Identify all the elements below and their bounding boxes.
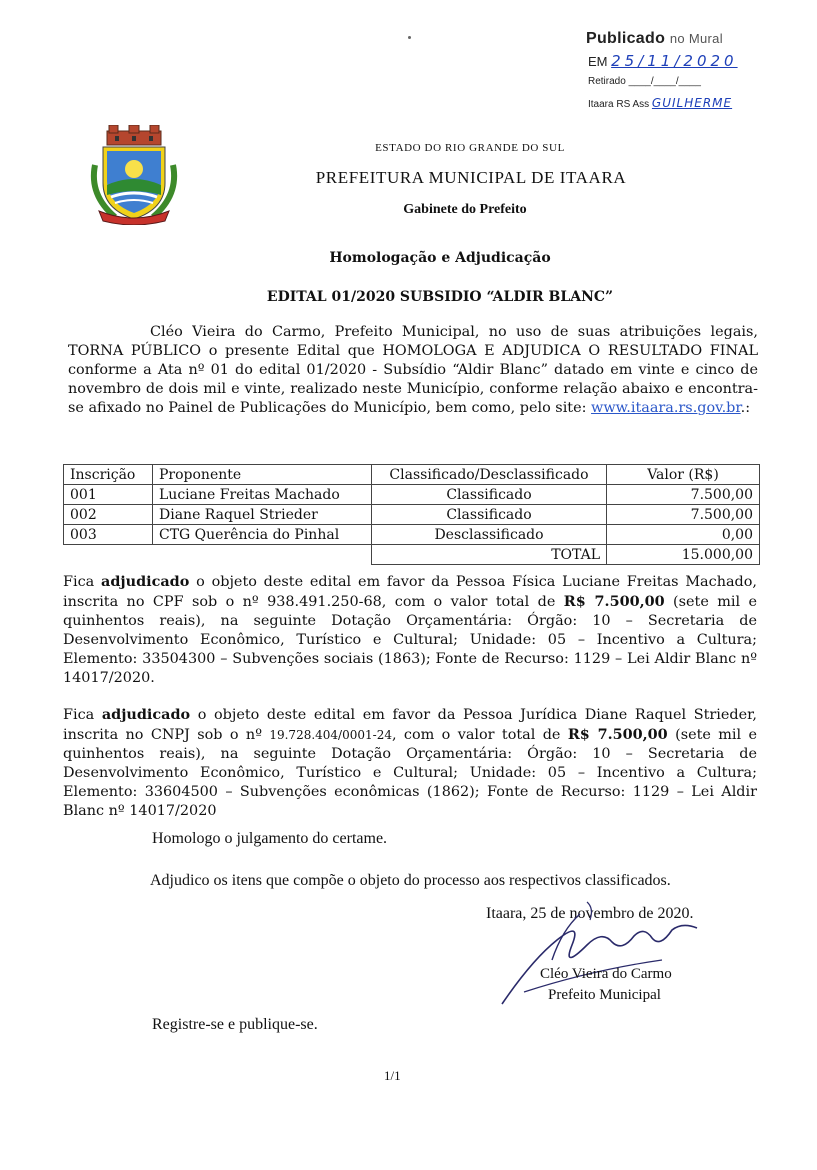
stamp-retirado-line	[588, 76, 701, 87]
p2-text-d: , com o valor total de	[391, 727, 568, 743]
cell-inscricao: 003	[64, 525, 153, 545]
p1-text-e: (sete mil e quinhentos reais), na seguinte Dotação Orçamentária: Órgão: 10 – Secretaria de Desenvolvimento Econômico, Turístico e Cultural; Unidade: 05 – Incentivo a Cultura; Elemento: 33504300 – Subvenções sociais (1863); Fonte de Recurso: 1129 – Lei Aldir Blanc nº 14017/2020.	[63, 594, 758, 686]
p2-text-c: o objeto deste edital em favor da Pessoa Jurídica Diane Raquel Strieder, inscrita no CNPJ sob o nº	[63, 707, 757, 743]
p2-value: R$ 7.500,00	[567, 726, 668, 743]
cell-classificacao: Desclassificado	[372, 525, 607, 545]
intro-text: Cléo Vieira do Carmo, Prefeito Municipal, no uso de suas atribuições legais, TORNA PÚBLICO o presente Edital que HOMOLOGA E ADJUDICA O RESULTADO FINAL conforme a Ata nº 01 do edital 01/2020 - Subsídio “Aldir Blanc” datado em vinte e cinco de novembro de dois mil e vinte, realizado neste Município, conforme relação abaixo e encontra-se afixado no Painel de Publicações do Município, bem como, pelo site:	[68, 324, 758, 416]
stamp-title	[586, 30, 723, 48]
cell-proponente: Diane Raquel Strieder	[153, 505, 372, 525]
p2-adjudicado: adjudicado	[101, 706, 191, 723]
edital-title: EDITAL 01/2020 SUBSIDIO “ALDIR BLANC”	[266, 289, 614, 305]
col-header-inscricao: Inscrição	[64, 465, 153, 485]
prefeitura-name: PREFEITURA MUNICIPAL DE ITAARA	[315, 168, 627, 187]
cell-valor: 7.500,00	[607, 505, 760, 525]
stamp-ass-label: Itaara RS Ass	[588, 99, 650, 110]
office-name: Gabinete do Prefeito	[403, 202, 527, 217]
p1-value: R$ 7.500,00	[563, 593, 665, 610]
cell-inscricao: 002	[64, 505, 153, 525]
cell-valor: 7.500,00	[607, 485, 760, 505]
table-row	[64, 485, 760, 505]
cell-proponente: CTG Querência do Pinhal	[153, 525, 372, 545]
publication-stamp	[578, 30, 778, 125]
intro-after-link: .:	[740, 400, 751, 416]
table-total-row	[64, 545, 760, 565]
stamp-title-bold: Publicado	[586, 30, 666, 47]
scan-speck	[408, 36, 411, 39]
intro-paragraph	[68, 323, 758, 418]
table-row	[64, 505, 760, 525]
total-spacer	[64, 545, 372, 565]
municipal-crest-icon	[85, 125, 183, 225]
stamp-retirado-blank: ____/____/____	[628, 76, 701, 87]
stamp-date-handwritten: 25/11/2020	[611, 52, 738, 70]
p2-text-f: (sete mil e quinhentos reais), na seguinte Dotação Orçamentária: Órgão: 10 – Secretaria de Desenvolvimento Econômico, Turístico e Cultural; Unidade: 05 – Incentivo a Cultura; Elemento: 33604500 – Subvenções econômicas (1862); Fonte de Recurso: 1129 – Lei Aldir Blanc nº 14017/2020	[63, 727, 757, 819]
registre-statement: Registre-se e publique-se.	[152, 1016, 318, 1033]
signer-role: Prefeito Municipal	[548, 987, 661, 1003]
p1-adjudicado: adjudicado	[101, 573, 190, 590]
p2-text-a: Fica	[63, 707, 102, 723]
table-header-row	[64, 465, 760, 485]
adjudication-paragraph-2	[63, 705, 757, 821]
cell-classificacao: Classificado	[372, 505, 607, 525]
state-name: ESTADO DO RIO GRANDE DO SUL	[375, 142, 565, 154]
col-header-valor: Valor (R$)	[607, 465, 760, 485]
stamp-ass-handwritten: GUILHERME	[651, 96, 733, 110]
stamp-date-line	[588, 52, 738, 70]
col-header-proponente: Proponente	[153, 465, 372, 485]
signer-name: Cléo Vieira do Carmo	[540, 966, 672, 982]
stamp-retirado-label: Retirado	[588, 76, 626, 87]
p1-text-c: o objeto deste edital em favor da Pessoa Física Luciane Freitas Machado, inscrita no CPF sob o nº 938.491.250-68, com o valor total de	[63, 574, 757, 610]
cell-classificacao: Classificado	[372, 485, 607, 505]
stamp-ass-line	[588, 96, 732, 110]
cell-valor: 0,00	[607, 525, 760, 545]
homologo-statement: Homologo o julgamento do certame.	[152, 830, 388, 847]
cell-inscricao: 001	[64, 485, 153, 505]
total-label: TOTAL	[372, 545, 607, 565]
results-table	[63, 464, 760, 565]
adjudico-statement: Adjudico os itens que compõe o objeto do processo aos respectivos classificados.	[150, 872, 671, 889]
table-row	[64, 525, 760, 545]
stamp-em-label: EM	[588, 54, 608, 69]
document-title: Homologação e Adjudicação	[329, 250, 551, 266]
page-number: 1/1	[384, 1068, 401, 1083]
p1-text-a: Fica	[63, 574, 102, 590]
place-date: Itaara, 25 de novembro de 2020.	[486, 905, 694, 922]
site-link[interactable]: www.itaara.rs.gov.br	[591, 400, 741, 416]
stamp-title-rest: no Mural	[669, 31, 723, 46]
cell-proponente: Luciane Freitas Machado	[153, 485, 372, 505]
p2-cnpj: 19.728.404/0001-24	[269, 728, 392, 742]
col-header-classificacao: Classificado/Desclassificado	[372, 465, 607, 485]
adjudication-paragraph-1	[63, 572, 757, 688]
total-value: 15.000,00	[607, 545, 760, 565]
